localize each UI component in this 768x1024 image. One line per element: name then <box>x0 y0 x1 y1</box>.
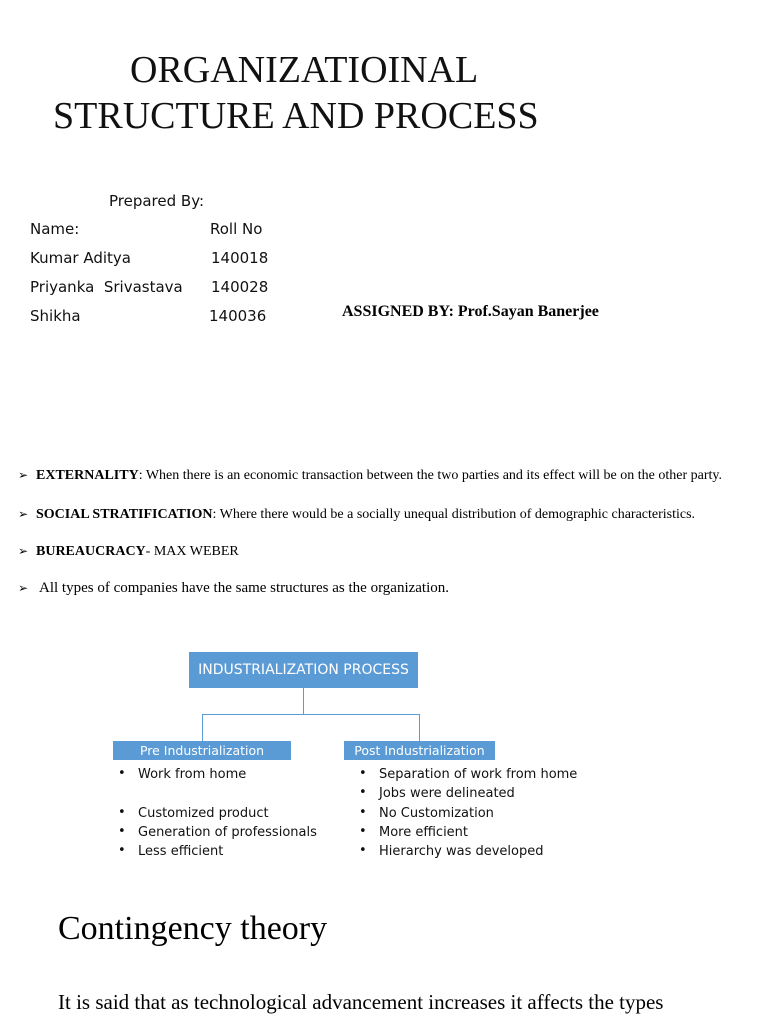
arrow-bullet-icon: ➢ <box>18 507 29 521</box>
bullet-term: SOCIAL STRATIFICATION <box>36 507 213 522</box>
list-item: • Less efficient <box>118 842 317 861</box>
list-item: • Separation of work from home <box>359 765 577 784</box>
pre-industrialization-box: Pre Industrialization <box>113 741 291 760</box>
bullet-term: BUREAUCRACY <box>36 544 146 559</box>
student-roll: 140036 <box>209 307 267 325</box>
bullet-term: EXTERNALITY <box>36 468 139 483</box>
arrow-bullet-icon: ➢ <box>18 544 29 558</box>
roll-column-header: Roll No <box>210 220 263 238</box>
connector-line <box>202 714 420 715</box>
list-item: • Generation of professionals <box>118 823 317 842</box>
section-heading: Contingency theory <box>58 910 328 947</box>
list-item: • Hierarchy was developed <box>359 842 577 861</box>
post-industrialization-box: Post Industrialization <box>344 741 495 760</box>
diagram-root-box: INDUSTRIALIZATION PROCESS <box>189 652 418 688</box>
student-name: Priyanka Srivastava <box>30 278 183 296</box>
list-item: • No Customization <box>359 804 577 823</box>
arrow-bullet-icon: ➢ <box>18 581 29 595</box>
bullet-text: All types of companies have the same structures as the organization. <box>39 580 450 596</box>
name-column-header: Name: <box>30 220 80 238</box>
bullet-structures <box>18 579 743 598</box>
post-industrialization-list <box>359 765 577 861</box>
document-title-line-1: ORGANIZATIOINAL <box>130 49 479 91</box>
list-item: • Jobs were delineated <box>359 784 577 803</box>
arrow-bullet-icon: ➢ <box>18 468 29 482</box>
section-paragraph: It is said that as technological advancement increases it affects the types <box>58 990 664 1014</box>
bullet-social-stratification <box>18 505 743 524</box>
list-item: • More efficient <box>359 823 577 842</box>
list-spacer <box>118 784 317 803</box>
assigned-by-text: ASSIGNED BY: Prof.Sayan Banerjee <box>342 303 599 320</box>
list-item: • Work from home <box>118 765 317 784</box>
bullet-text: : Where there would be a socially unequal distribution of demographic characteristics. <box>212 507 696 522</box>
bullet-bureaucracy <box>18 542 743 561</box>
student-name: Shikha <box>30 307 81 325</box>
bullet-text: : When there is an economic transaction between the two parties and its effect will be on the other party. <box>138 468 722 483</box>
connector-line <box>303 688 304 714</box>
bullet-externality <box>18 466 743 485</box>
document-title-line-2: STRUCTURE AND PROCESS <box>53 95 539 137</box>
bullet-text: - MAX WEBER <box>145 544 239 559</box>
bullet-list <box>18 466 743 598</box>
list-item: • Customized product <box>118 804 317 823</box>
student-name: Kumar Aditya <box>30 249 131 267</box>
student-roll: 140018 <box>211 249 269 267</box>
pre-industrialization-list <box>118 765 317 861</box>
student-roll: 140028 <box>211 278 269 296</box>
connector-line <box>419 714 420 741</box>
prepared-by-label: Prepared By: <box>109 192 205 210</box>
connector-line <box>202 714 203 741</box>
